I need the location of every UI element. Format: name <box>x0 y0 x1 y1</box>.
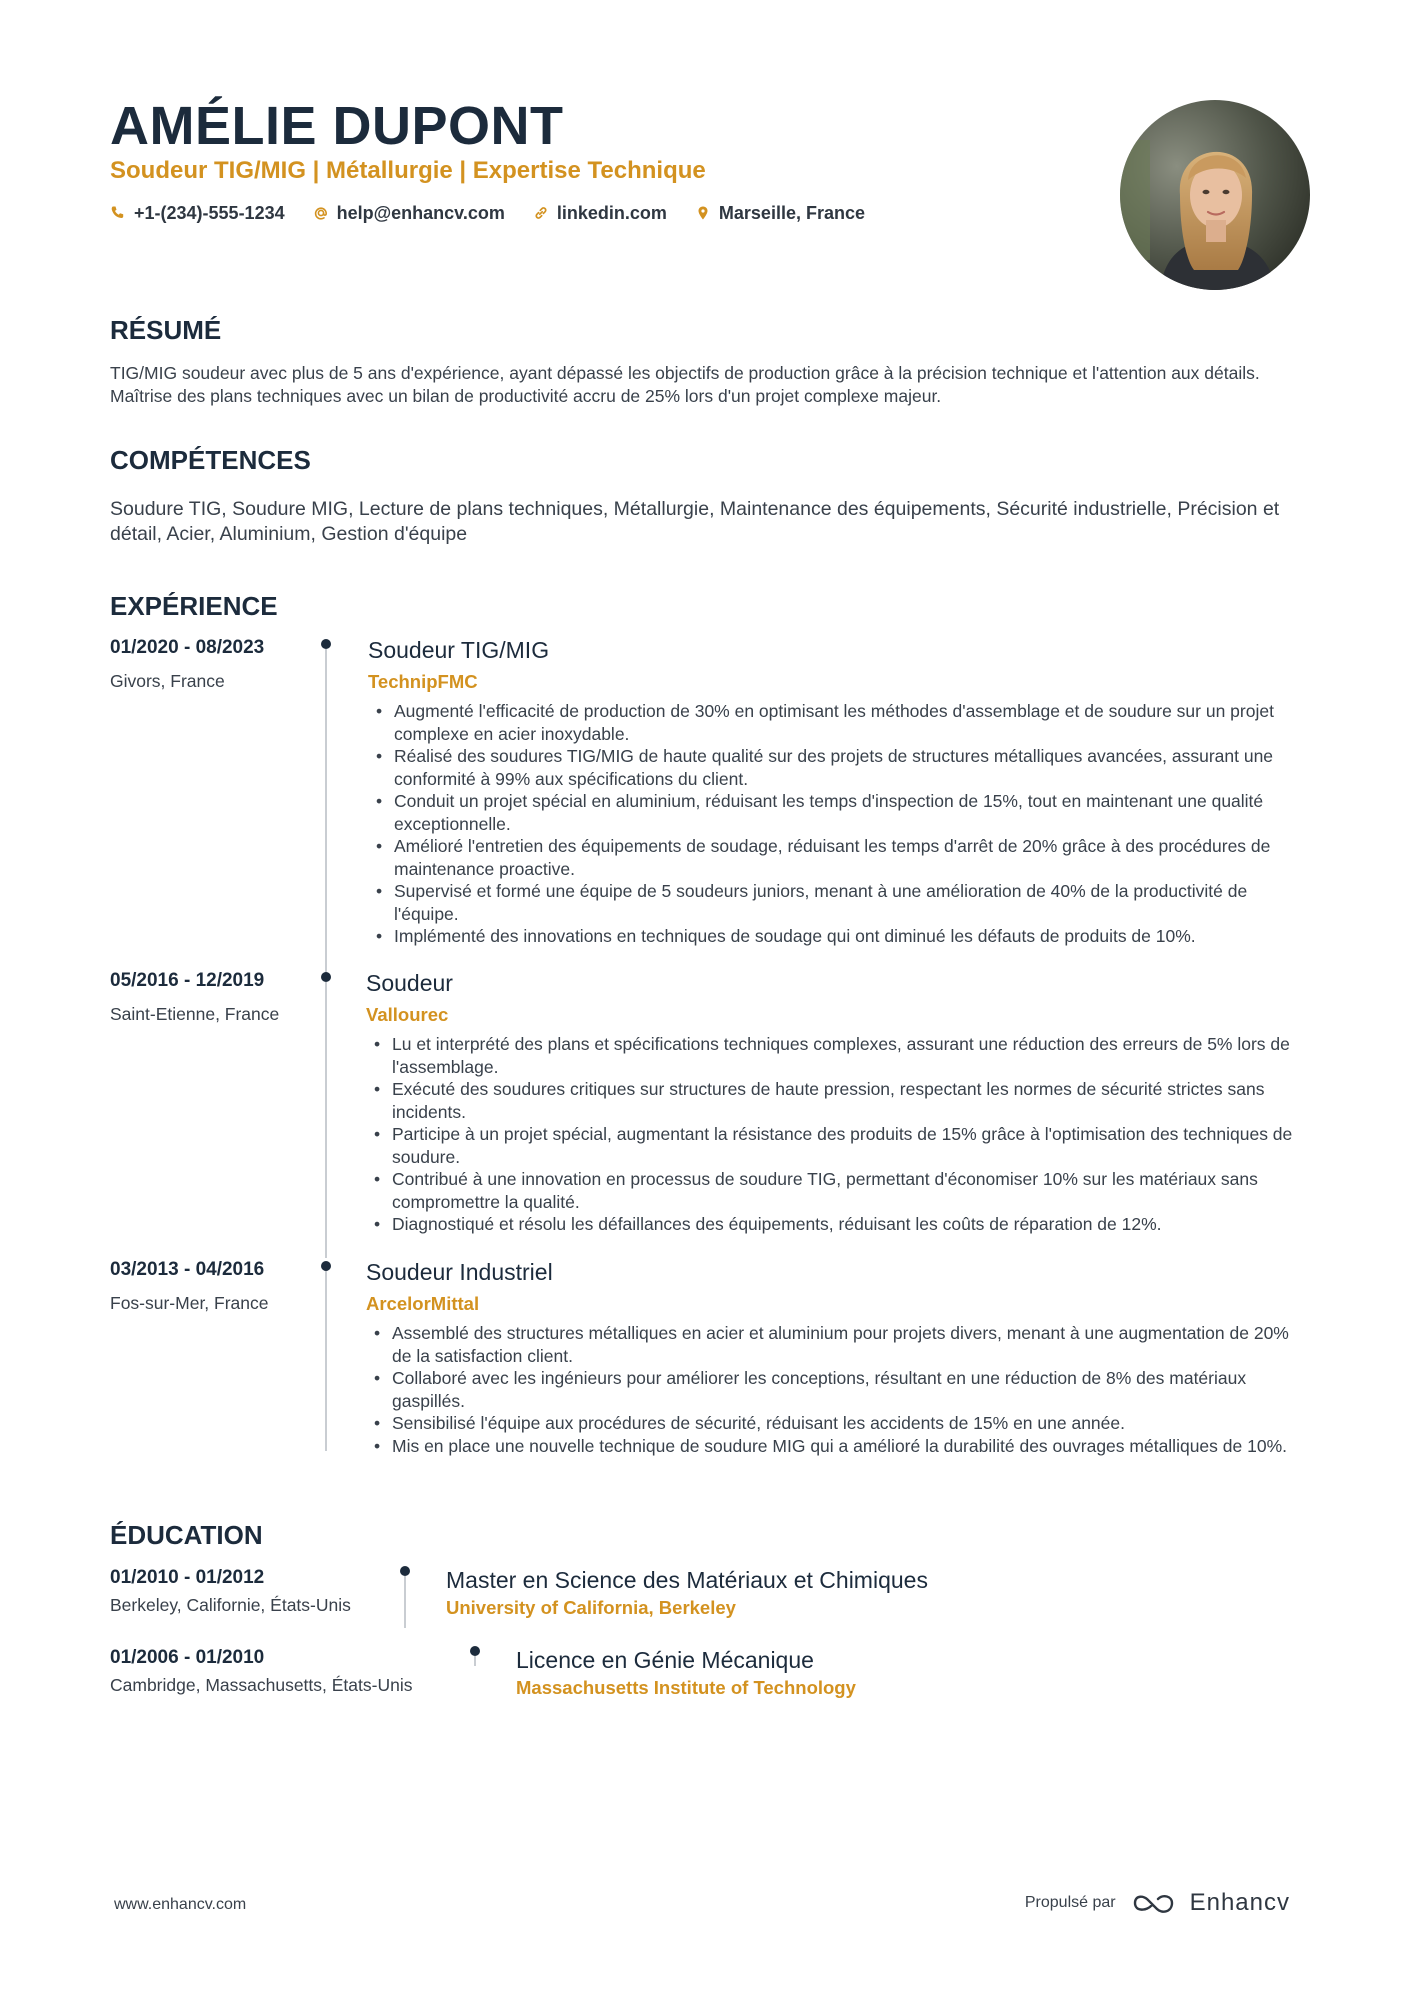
experience-bullet: • Réalisé des soudures TIG/MIG de haute qualité sur des projets de structures métalliques avancées, assurant une conformité à 99% aux spécifications du client. <box>368 745 1303 790</box>
experience-bullet: • Collaboré avec les ingénieurs pour améliorer les conceptions, résultant en une réduction de 8% des matériaux gaspillés. <box>366 1367 1301 1412</box>
education-degree: Licence en Génie Mécanique <box>516 1647 814 1673</box>
experience-bullet: • Augmenté l'efficacité de production de 30% en optimisant les méthodes d'assemblage et de soudure sur un projet complexe en acier inoxydable. <box>368 700 1303 745</box>
contact-location-text: Marseille, France <box>718 202 865 223</box>
summary-text: TIG/MIG soudeur avec plus de 5 ans d'expérience, ayant dépassé les objectifs de production grâce à la précision technique et l'attention aux détails. Maîtrise des plans techniques avec un bilan de productivité accru de 25% lors d'un projet complexe majeur. <box>110 363 1260 406</box>
experience-title: EXPÉRIENCE <box>110 591 278 621</box>
timeline-dot <box>321 972 331 982</box>
contact-linkedin[interactable] <box>533 203 667 224</box>
contact-email-text: help@enhancv.com <box>336 202 505 223</box>
profile-photo <box>1120 100 1310 290</box>
timeline-line <box>325 1271 327 1451</box>
footer-url[interactable]: www.enhancv.com <box>114 1896 247 1913</box>
education-school: University of California, Berkeley <box>446 1597 736 1618</box>
summary-title: RÉSUMÉ <box>110 315 222 345</box>
experience-company: ArcelorMittal <box>366 1293 480 1314</box>
experience-role: Soudeur <box>366 970 453 996</box>
experience-bullets <box>366 1033 1301 1236</box>
education-degree: Master en Science des Matériaux et Chimiques <box>446 1567 928 1593</box>
contact-linkedin-text: linkedin.com <box>556 202 667 223</box>
contact-bar <box>110 200 893 226</box>
experience-role: Soudeur TIG/MIG <box>368 637 550 663</box>
experience-role: Soudeur Industriel <box>366 1259 553 1285</box>
contact-location <box>695 203 865 224</box>
skills-text: Soudure TIG, Soudure MIG, Lecture de plans techniques, Métallurgie, Maintenance des équipements, Sécurité industrielle, Précision et détail, Acier, Aluminium, Gestion d'équipe <box>110 498 1280 545</box>
brand-name[interactable]: Enhancv <box>1189 1889 1290 1916</box>
experience-company: Vallourec <box>366 1004 449 1025</box>
timeline-line <box>325 982 327 1258</box>
experience-bullet: • Contribué à une innovation en processus de soudure TIG, permettant d'économiser 10% sur les matériaux sans compromettre la qualité. <box>366 1168 1301 1213</box>
education-title: ÉDUCATION <box>110 1520 263 1550</box>
phone-icon <box>110 204 126 222</box>
education-date: 01/2006 - 01/2010 <box>110 1647 265 1668</box>
contact-phone-text: +1-(234)-555-1234 <box>134 202 285 223</box>
skills-title: COMPÉTENCES <box>110 445 311 475</box>
timeline-dot <box>321 1261 331 1271</box>
timeline-line <box>474 1656 476 1666</box>
experience-bullet: • Lu et interprété des plans et spécifications techniques complexes, assurant une réduction des erreurs de 5% lors de l'assemblage. <box>366 1033 1301 1078</box>
timeline-dot <box>470 1646 480 1656</box>
experience-location: Fos-sur-Mer, France <box>110 1293 269 1313</box>
education-location: Cambridge, Massachusetts, États-Unis <box>110 1675 413 1695</box>
experience-bullet: • Diagnostiqué et résolu les défaillances des équipements, réduisant les coûts de réparation de 12%. <box>366 1213 1301 1236</box>
experience-bullets <box>366 1322 1301 1457</box>
experience-bullet: • Assemblé des structures métalliques en acier et aluminium pour projets divers, menant à une augmentation de 20% de la satisfaction client. <box>366 1322 1301 1367</box>
candidate-name: AMÉLIE DUPONT <box>110 96 564 156</box>
at-icon <box>313 204 329 222</box>
experience-company: TechnipFMC <box>368 671 478 692</box>
timeline-line <box>325 649 327 975</box>
experience-date: 03/2013 - 04/2016 <box>110 1259 265 1280</box>
experience-date: 05/2016 - 12/2019 <box>110 970 265 991</box>
education-school: Massachusetts Institute of Technology <box>516 1677 856 1698</box>
location-pin-icon <box>695 204 711 222</box>
experience-date: 01/2020 - 08/2023 <box>110 637 265 658</box>
footer-branding <box>1025 1886 1290 1920</box>
experience-bullet: • Implémenté des innovations en techniques de soudage qui ont diminué les défauts de produits de 10%. <box>368 925 1303 948</box>
experience-location: Givors, France <box>110 671 225 691</box>
experience-bullet: • Amélioré l'entretien des équipements de soudage, réduisant les temps d'arrêt de 20% grâce à des procédures de maintenance proactive. <box>368 835 1303 880</box>
timeline-line <box>404 1576 406 1628</box>
education-date: 01/2010 - 01/2012 <box>110 1567 265 1588</box>
candidate-headline: Soudeur TIG/MIG | Métallurgie | Expertise Technique <box>110 157 706 184</box>
experience-bullet: • Exécuté des soudures critiques sur structures de haute pression, respectant les normes de sécurité strictes sans incidents. <box>366 1078 1301 1123</box>
link-icon <box>533 204 549 222</box>
experience-bullet: • Supervisé et formé une équipe de 5 soudeurs juniors, menant à une amélioration de 40% de la productivité de l'équipe. <box>368 880 1303 925</box>
contact-phone[interactable] <box>110 203 285 224</box>
experience-bullet: • Mis en place une nouvelle technique de soudure MIG qui a amélioré la durabilité des ouvrages métalliques de 10%. <box>366 1435 1301 1458</box>
contact-email[interactable] <box>313 203 505 224</box>
experience-bullet: • Conduit un projet spécial en aluminium, réduisant les temps d'inspection de 15%, tout en maintenant une qualité exceptionnelle. <box>368 790 1303 835</box>
education-location: Berkeley, Californie, États-Unis <box>110 1595 351 1615</box>
experience-location: Saint-Etienne, France <box>110 1004 280 1024</box>
experience-bullet: • Sensibilisé l'équipe aux procédures de sécurité, réduisant les accidents de 15% en une année. <box>366 1412 1301 1435</box>
experience-bullets <box>368 700 1303 948</box>
enhancv-logo-icon <box>1132 1890 1178 1916</box>
timeline-dot <box>400 1566 410 1576</box>
experience-bullet: • Participe à un projet spécial, augmentant la résistance des produits de 15% grâce à l'optimisation des techniques de soudure. <box>366 1123 1301 1168</box>
timeline-dot <box>321 639 331 649</box>
powered-by-label: Propulsé par <box>1024 1894 1116 1911</box>
